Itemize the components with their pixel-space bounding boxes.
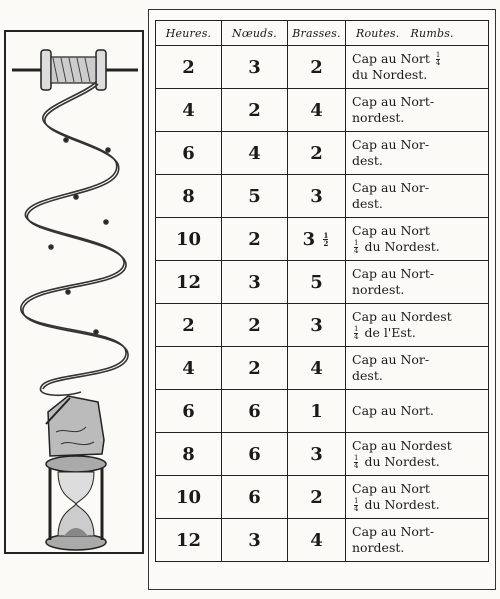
sandglass-icon	[46, 456, 106, 550]
cell-brasses: 4	[288, 519, 346, 562]
cell-heures: 8	[156, 433, 222, 476]
cell-route	[346, 304, 489, 347]
route-text: Cap au Nort.	[352, 403, 434, 418]
cell-noeuds: 2	[222, 304, 288, 347]
table-row	[156, 476, 489, 519]
route-text: nordest.	[352, 282, 405, 297]
table-row	[156, 46, 489, 89]
route-fraction	[352, 454, 360, 469]
log-line-coil	[21, 82, 128, 395]
table-row	[156, 347, 489, 390]
cell-route	[346, 132, 489, 175]
table-row	[156, 218, 489, 261]
cell-noeuds: 6	[222, 476, 288, 519]
fraction: $\frac{1}{2}$	[323, 231, 329, 248]
route-line	[352, 94, 488, 110]
fraction: $\frac{1}{4}$	[354, 239, 359, 255]
route-line	[352, 524, 488, 540]
route-text: dest.	[352, 368, 383, 383]
cell-brasses: 2	[288, 476, 346, 519]
route-text: Cap au Nort-	[352, 266, 435, 281]
cell-heures: 10	[156, 476, 222, 519]
route-line	[352, 368, 488, 384]
route-line	[352, 51, 488, 67]
route-text: Cap au Nort	[352, 481, 430, 496]
route-line	[352, 153, 488, 169]
route-text: Cap au Nordest	[352, 309, 452, 324]
route-fraction	[352, 497, 360, 512]
log-chip-icon	[46, 396, 104, 456]
table-row	[156, 433, 489, 476]
cell-brasses: 3	[288, 175, 346, 218]
cell-heures: 2	[156, 304, 222, 347]
fraction: $\frac{1}{4}$	[354, 497, 359, 513]
route-line	[352, 67, 488, 83]
cell-heures: 10	[156, 218, 222, 261]
table-row	[156, 89, 489, 132]
cell-brasses: 2	[288, 132, 346, 175]
route-text: Cap au Nort	[352, 51, 430, 66]
cell-route	[346, 390, 489, 433]
fraction: $\frac{1}{4}$	[435, 51, 441, 67]
route-line	[352, 403, 488, 419]
table-row	[156, 390, 489, 433]
route-text: de l'Est.	[364, 325, 416, 340]
cell-heures: 4	[156, 347, 222, 390]
cell-heures: 8	[156, 175, 222, 218]
route-line	[352, 180, 488, 196]
cell-heures: 4	[156, 89, 222, 132]
table-header-row	[156, 21, 489, 46]
route-text: du Nordest.	[364, 239, 440, 254]
route-fraction	[352, 239, 360, 254]
route-text: Cap au Nordest	[352, 438, 452, 453]
route-line	[352, 540, 488, 556]
table-row	[156, 261, 489, 304]
cell-route	[346, 218, 489, 261]
cell-brasses: 3	[288, 433, 346, 476]
route-text: nordest.	[352, 110, 405, 125]
route-text: Cap au Nor-	[352, 352, 430, 367]
table-row	[156, 519, 489, 562]
cell-noeuds: 6	[222, 433, 288, 476]
cell-route	[346, 347, 489, 390]
route-line	[352, 438, 488, 454]
cell-route	[346, 519, 489, 562]
fraction: $\frac{1}{4}$	[354, 454, 359, 470]
route-text: du Nordest.	[364, 454, 440, 469]
cell-route	[346, 433, 489, 476]
cell-noeuds: 4	[222, 132, 288, 175]
cell-heures: 12	[156, 519, 222, 562]
route-line	[352, 481, 488, 497]
log-table	[155, 20, 489, 562]
cell-route	[346, 46, 489, 89]
route-line	[352, 454, 488, 470]
route-text: Cap au Nort-	[352, 524, 435, 539]
cell-noeuds: 6	[222, 390, 288, 433]
cell-noeuds: 3	[222, 519, 288, 562]
table-body	[156, 46, 489, 562]
route-line	[352, 137, 488, 153]
route-text: Cap au Nor-	[352, 180, 430, 195]
cell-route	[346, 261, 489, 304]
route-line	[352, 352, 488, 368]
route-fraction	[434, 51, 442, 66]
route-fraction	[352, 325, 360, 340]
illustration-panel	[4, 30, 144, 554]
header-heures: Heures.	[156, 21, 222, 46]
route-line	[352, 196, 488, 212]
route-text: Cap au Nor-	[352, 137, 430, 152]
route-line	[352, 282, 488, 298]
cell-route	[346, 175, 489, 218]
table-row	[156, 175, 489, 218]
route-line	[352, 239, 488, 255]
route-text: dest.	[352, 196, 383, 211]
cell-brasses: 3 $\frac{1}{2}$	[288, 218, 346, 261]
cell-brasses: 5	[288, 261, 346, 304]
cell-route	[346, 89, 489, 132]
cell-noeuds: 2	[222, 89, 288, 132]
route-text: Cap au Nort-	[352, 94, 435, 109]
cell-brasses: 4	[288, 89, 346, 132]
cell-heures: 2	[156, 46, 222, 89]
route-text: dest.	[352, 153, 383, 168]
fraction: $\frac{1}{4}$	[354, 325, 359, 341]
header-noeuds: Nœuds.	[222, 21, 288, 46]
route-line	[352, 266, 488, 282]
table-row	[156, 132, 489, 175]
route-line	[352, 110, 488, 126]
route-line	[352, 497, 488, 513]
cell-noeuds: 2	[222, 218, 288, 261]
cell-heures: 6	[156, 390, 222, 433]
cell-heures: 12	[156, 261, 222, 304]
cell-noeuds: 3	[222, 46, 288, 89]
route-text: nordest.	[352, 540, 405, 555]
cell-noeuds: 3	[222, 261, 288, 304]
cell-noeuds: 2	[222, 347, 288, 390]
cell-brasses: 2	[288, 46, 346, 89]
route-line	[352, 325, 488, 341]
route-text: du Nordest.	[364, 497, 440, 512]
cell-route	[346, 476, 489, 519]
log-line-reel-icon	[12, 50, 138, 90]
cell-brasses: 1	[288, 390, 346, 433]
route-line	[352, 309, 488, 325]
header-brasses: Brasses.	[288, 21, 346, 46]
cell-noeuds: 5	[222, 175, 288, 218]
header-routes: Routes. Rumbs.	[346, 21, 489, 46]
cell-brasses: 4	[288, 347, 346, 390]
cell-heures: 6	[156, 132, 222, 175]
route-text: du Nordest.	[352, 67, 428, 82]
route-line	[352, 223, 488, 239]
table-row	[156, 304, 489, 347]
illustration-svg	[6, 32, 142, 552]
route-text: Cap au Nort	[352, 223, 430, 238]
cell-brasses: 3	[288, 304, 346, 347]
